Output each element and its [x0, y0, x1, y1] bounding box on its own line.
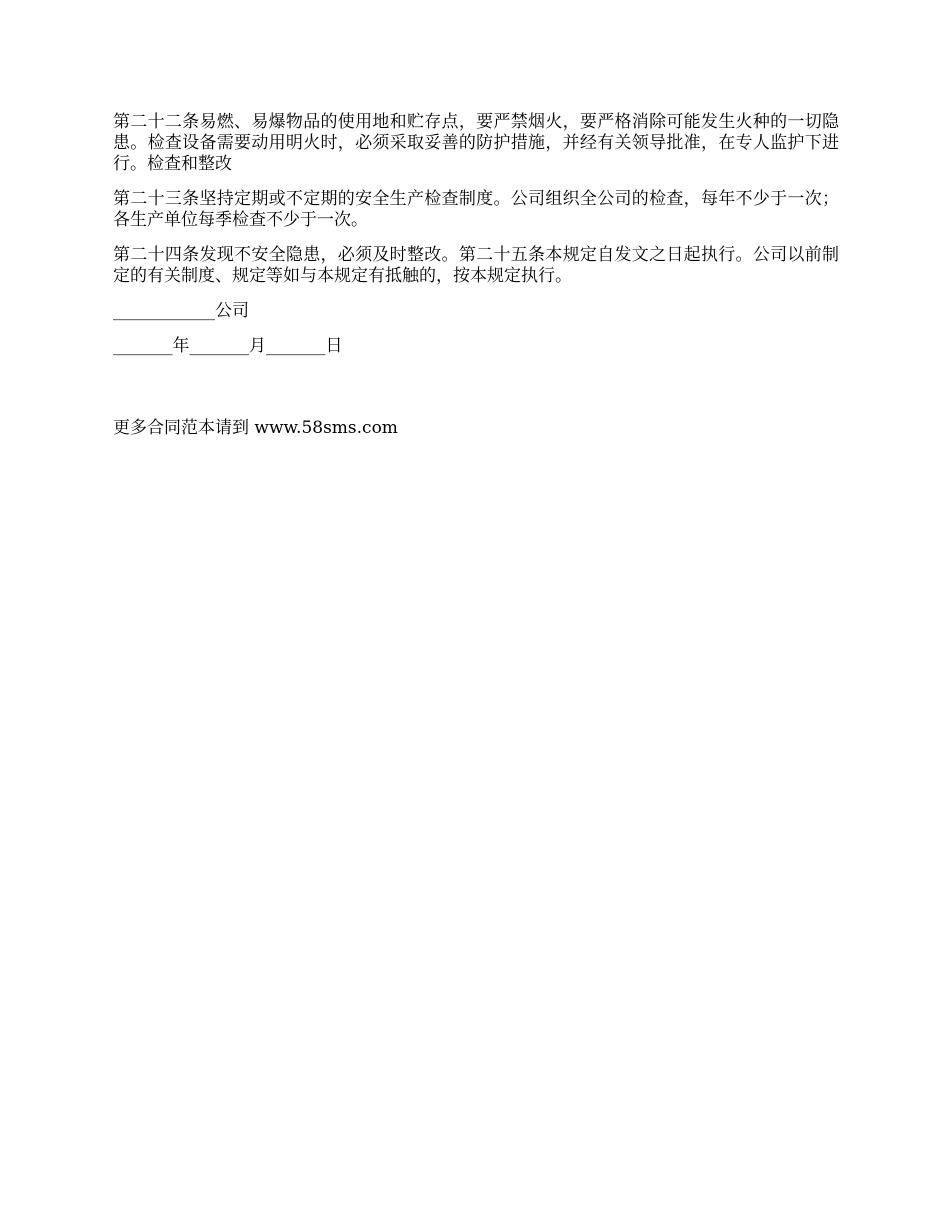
date-line [113, 336, 839, 357]
company-signature-line [113, 301, 839, 322]
month-label: 月 [249, 336, 266, 356]
article-22-paragraph: 第二十二条易燃、易爆物品的使用地和贮存点，要严禁烟火，要严格消除可能发生火种的一切隐患。检查设备需要动用明火时，必须采取妥善的防护措施，并经有关领导批准，在专人监护下进行。检查和整改 [113, 112, 839, 174]
article-24-25-paragraph: 第二十四条发现不安全隐患，必须及时整改。第二十五条本规定自发文之日起执行。公司以前制定的有关制度、规定等如与本规定有抵触的，按本规定执行。 [113, 245, 839, 286]
company-name-blank: ____________ [113, 301, 215, 321]
month-blank: _______ [189, 336, 249, 356]
day-label: 日 [325, 336, 343, 356]
article-23-paragraph: 第二十三条坚持定期或不定期的安全生产检查制度。公司组织全公司的检查，每年不少于一次；各生产单位每季检查不少于一次。 [113, 189, 839, 230]
document-page [113, 112, 839, 439]
day-blank: _______ [266, 336, 326, 356]
footer-link-text: 更多合同范本请到 www.58sms.com [113, 418, 398, 438]
year-label: 年 [172, 336, 190, 356]
year-blank: _______ [113, 336, 173, 356]
company-label: 公司 [215, 301, 249, 321]
